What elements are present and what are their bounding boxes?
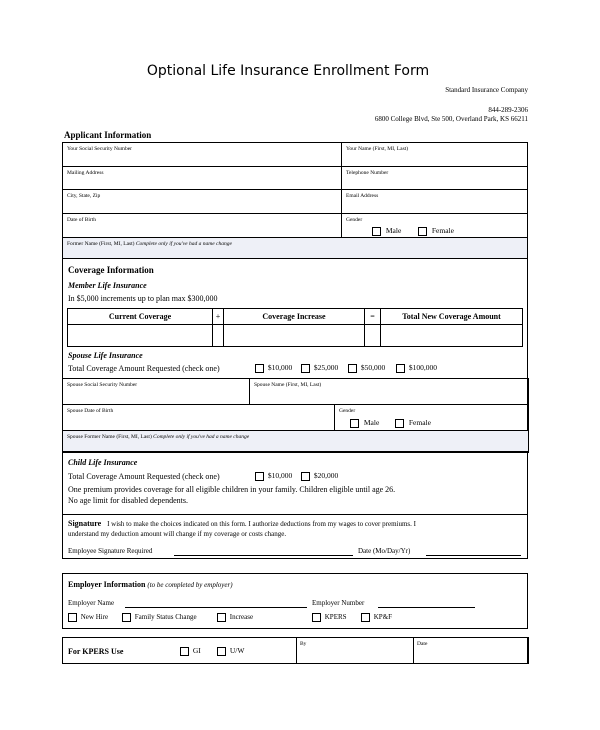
child-section — [62, 451, 528, 515]
spouse-female-checkbox[interactable] — [395, 419, 404, 428]
child-10k-checkbox[interactable] — [255, 472, 264, 481]
signature-section — [62, 514, 528, 559]
total-coverage-cell[interactable] — [380, 308, 523, 347]
kpf-label: KP&F — [373, 613, 393, 622]
employer-number-line[interactable] — [378, 607, 475, 608]
coverage-section — [62, 258, 528, 452]
former-note: Complete only if you've had a name change — [135, 241, 232, 247]
spouse-option-50k[interactable]: $50,000 — [348, 363, 385, 373]
signature-text-2: understand my deduction amount will change if my coverage or costs change. — [68, 530, 287, 538]
dob-label: Date of Birth — [67, 217, 97, 223]
company-name: Standard Insurance Company — [445, 86, 528, 94]
employer-section — [62, 573, 528, 629]
employer-note: (to be completed by employer) — [147, 581, 233, 589]
signature-heading: Signature — [68, 519, 102, 528]
increase-label: Increase — [229, 613, 254, 622]
male-label: Male — [385, 226, 402, 235]
increments-text: In $5,000 increments up to plan max $300,000 — [68, 294, 218, 303]
spouse-male-checkbox[interactable] — [350, 419, 359, 428]
form-title: Optional Life Insurance Enrollment Form — [146, 63, 430, 79]
child-note-2: No age limit for disabled dependents. — [68, 496, 188, 505]
spouse-former-field[interactable] — [62, 430, 529, 453]
spouse-former-label: Spouse Former Name (First, MI, Last) — [67, 434, 152, 440]
male-checkbox[interactable] — [372, 227, 381, 236]
spouse-gender-label: Gender — [339, 408, 356, 414]
gi-checkbox[interactable] — [180, 647, 189, 656]
kpers-heading: For KPERS Use — [68, 647, 124, 656]
spouse-option-25k[interactable]: $25,000 — [301, 363, 338, 373]
increase-checkbox[interactable] — [217, 613, 226, 622]
spouse-name-label: Spouse Name (First, MI, Last) — [254, 382, 322, 388]
equals-sign: = — [370, 312, 375, 321]
spouse-option-10k[interactable]: $10,000 — [255, 363, 292, 373]
emp-signature-label: Employee Signature Required — [68, 547, 153, 555]
kpers-label: KPERS — [324, 613, 347, 622]
equals-cell — [364, 308, 381, 347]
spouse-25k-checkbox[interactable] — [301, 364, 310, 373]
spouse-100k-checkbox[interactable] — [396, 364, 405, 373]
phone-label: Telephone Number — [346, 170, 389, 176]
kpf-checkbox[interactable] — [361, 613, 370, 622]
email-label: Email Address — [346, 193, 379, 199]
applicant-heading: Applicant Information — [64, 130, 152, 140]
city-field[interactable] — [62, 189, 342, 214]
ssn-label: Your Social Security Number — [67, 146, 132, 152]
name-label: Your Name (First, MI, Last) — [346, 146, 409, 152]
uw-label: U/W — [229, 646, 245, 655]
spouse-name-field[interactable] — [249, 378, 529, 405]
spouse-female-label: Female — [408, 418, 431, 427]
coverage-increase-header: Coverage Increase — [262, 312, 326, 321]
former-label: Former Name (First, MI, Last) — [67, 241, 135, 247]
family-status-checkbox[interactable] — [122, 613, 131, 622]
kpers-section — [62, 637, 528, 664]
spouse-dob-label: Spouse Date of Birth — [67, 408, 114, 414]
child-option-10k[interactable]: $10,000 — [255, 471, 292, 481]
total-coverage-header: Total New Coverage Amount — [402, 312, 501, 321]
child-note-1: One premium provides coverage for all eligible children in your family. Children eligible until age 26. — [68, 485, 396, 494]
employer-name-line[interactable] — [125, 607, 307, 608]
kpers-by-field[interactable] — [296, 637, 414, 664]
company-address: 6800 College Blvd, Ste 500, Overland Park, KS 66211 — [374, 115, 528, 123]
date-label: Date (Mo/Day/Yr) — [358, 547, 411, 555]
child-20k-checkbox[interactable] — [301, 472, 310, 481]
coverage-increase-cell[interactable] — [223, 308, 365, 347]
gi-label: GI — [192, 646, 201, 655]
spouse-gender-field — [334, 404, 529, 431]
name-field[interactable] — [341, 142, 528, 167]
employer-name-label: Employer Name — [68, 599, 115, 607]
email-field[interactable] — [341, 189, 528, 214]
mailing-field[interactable] — [62, 166, 342, 190]
company-phone: 844-289-2306 — [488, 106, 528, 114]
spouse-heading: Spouse Life Insurance — [68, 351, 143, 360]
phone-field[interactable] — [341, 166, 528, 190]
kpers-date-label: Date — [417, 641, 428, 647]
new-hire-checkbox[interactable] — [68, 613, 77, 622]
current-coverage-cell[interactable] — [67, 308, 213, 347]
child-heading: Child Life Insurance — [68, 458, 138, 467]
spouse-male-label: Male — [363, 418, 380, 427]
uw-checkbox[interactable] — [217, 647, 226, 656]
child-request: Total Coverage Amount Requested (check one) — [68, 472, 220, 481]
signature-text-1: I wish to make the choices indicated on this form. I authorize deductions from my wages to cover premiums. I — [107, 520, 416, 528]
coverage-heading: Coverage Information — [68, 265, 154, 275]
employer-number-label: Employer Number — [312, 599, 365, 607]
new-hire-label: New Hire — [80, 613, 109, 622]
city-label: City, State, Zip — [67, 193, 101, 199]
spouse-10k-checkbox[interactable] — [255, 364, 264, 373]
spouse-ssn-label: Spouse Social Security Number — [67, 382, 138, 388]
spouse-dob-field[interactable] — [62, 404, 335, 431]
kpers-checkbox[interactable] — [312, 613, 321, 622]
signature-line[interactable] — [174, 555, 353, 556]
signature-date-line[interactable] — [426, 555, 521, 556]
member-heading: Member Life Insurance — [68, 281, 147, 290]
current-coverage-header: Current Coverage — [108, 312, 172, 321]
spouse-50k-checkbox[interactable] — [348, 364, 357, 373]
gender-label: Gender — [346, 217, 363, 223]
employer-heading: Employer Information — [68, 580, 146, 589]
spouse-ssn-field[interactable] — [62, 378, 250, 405]
plus-sign: + — [215, 312, 221, 321]
spouse-former-note: Complete only if you've had a name change — [153, 434, 250, 440]
female-checkbox[interactable] — [418, 227, 427, 236]
kpers-date-field[interactable] — [413, 637, 529, 664]
child-option-20k[interactable]: $20,000 — [301, 471, 338, 481]
former-name-field[interactable] — [62, 237, 528, 259]
kpers-by-label: By — [300, 641, 307, 647]
female-label: Female — [431, 226, 454, 235]
mailing-label: Mailing Address — [67, 170, 104, 176]
spouse-option-100k[interactable]: $100,000 — [396, 363, 437, 373]
family-status-label: Family Status Change — [134, 613, 197, 622]
dob-field[interactable] — [62, 213, 342, 238]
spouse-request: Total Coverage Amount Requested (check one) — [68, 364, 220, 373]
gender-field — [341, 213, 528, 238]
ssn-field[interactable] — [62, 142, 342, 167]
